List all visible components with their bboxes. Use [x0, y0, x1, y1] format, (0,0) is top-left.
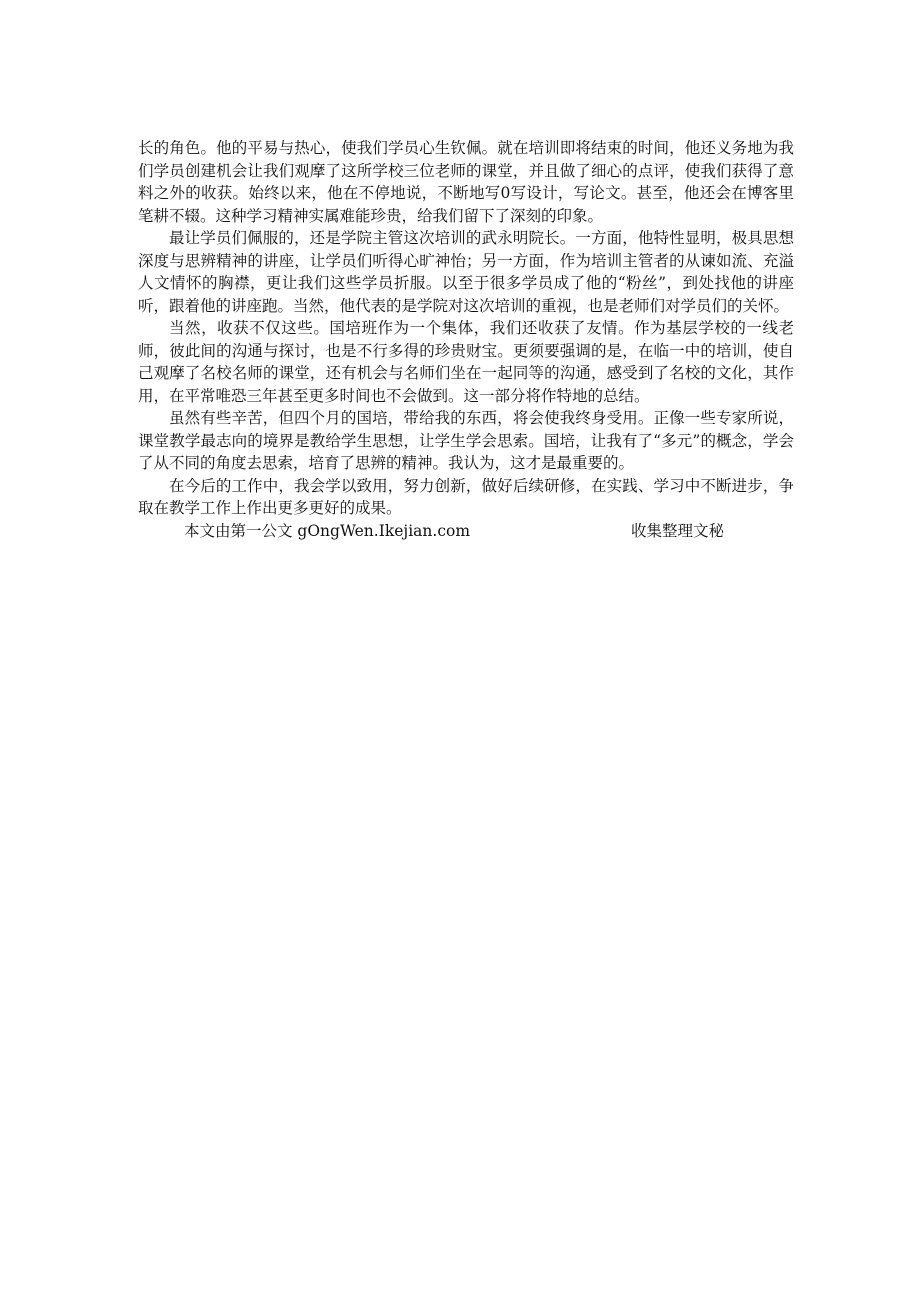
source-footer-left: 本文由第一公文 gOngWen.Ikejian.com	[184, 521, 471, 540]
paragraph-friendship: 当然，收获不仅这些。国培班作为一个集体，我们还收获了友情。作为基层学校的一线老师，彼此间的沟通与探讨，也是不行多得的珍贵财宝。更须要强调的是，在临一中的培训，使自己观摩了名校名师的课堂，还有机会与名师们坐在一起同等的沟通，感受到了名校的文化，其作用，在平常唯恐三年甚至更多时间也不会做到。这一部分将作特地的总结。	[138, 319, 794, 405]
source-footer-right: 收集整理文秘	[631, 521, 725, 540]
paragraph-continuation: 长的角色。他的平易与热心，使我们学员心生钦佩。就在培训即将结束的时间，他还义务地为我们学员创建机会让我们观摩了这所学校三位老师的课堂，并且做了细心的点评，使我们获得了意料之外的收获。始终以来，他在不停地说，不断地写0写设计，写论文。甚至，他还会在博客里笔耕不辍。这种学习精神实属难能珍贵，给我们留下了深刻的印象。	[138, 139, 794, 225]
document-body	[138, 137, 794, 542]
paragraph-future-work: 在今后的工作中，我会学以致用，努力创新，做好后续研修，在实践、学习中不断进步，争取在教学工作上作出更多更好的成果。	[138, 476, 794, 517]
paragraph-lifelong-benefit: 虽然有些辛苦，但四个月的国培，带给我的东西，将会使我终身受用。正像一些专家所说，课堂教学最志向的境界是教给学生思想，让学生学会思索。国培，让我有了“多元”的概念，学会了从不同的角度去思索，培育了思辨的精神。我认为，这才是最重要的。	[138, 409, 794, 472]
source-footer	[138, 520, 794, 543]
paragraph-dean-praise: 最让学员们佩服的，还是学院主管这次培训的武永明院长。一方面，他特性显明，极具思想深度与思辨精神的讲座，让学员们听得心旷神怡；另一方面，作为培训主管者的从谏如流、充溢人文情怀的胸襟，更让我们这些学员折服。以至于很多学员成了他的“粉丝”，到处找他的讲座听，跟着他的讲座跑。当然，他代表的是学院对这次培训的重视，也是老师们对学员们的关怀。	[138, 229, 794, 315]
